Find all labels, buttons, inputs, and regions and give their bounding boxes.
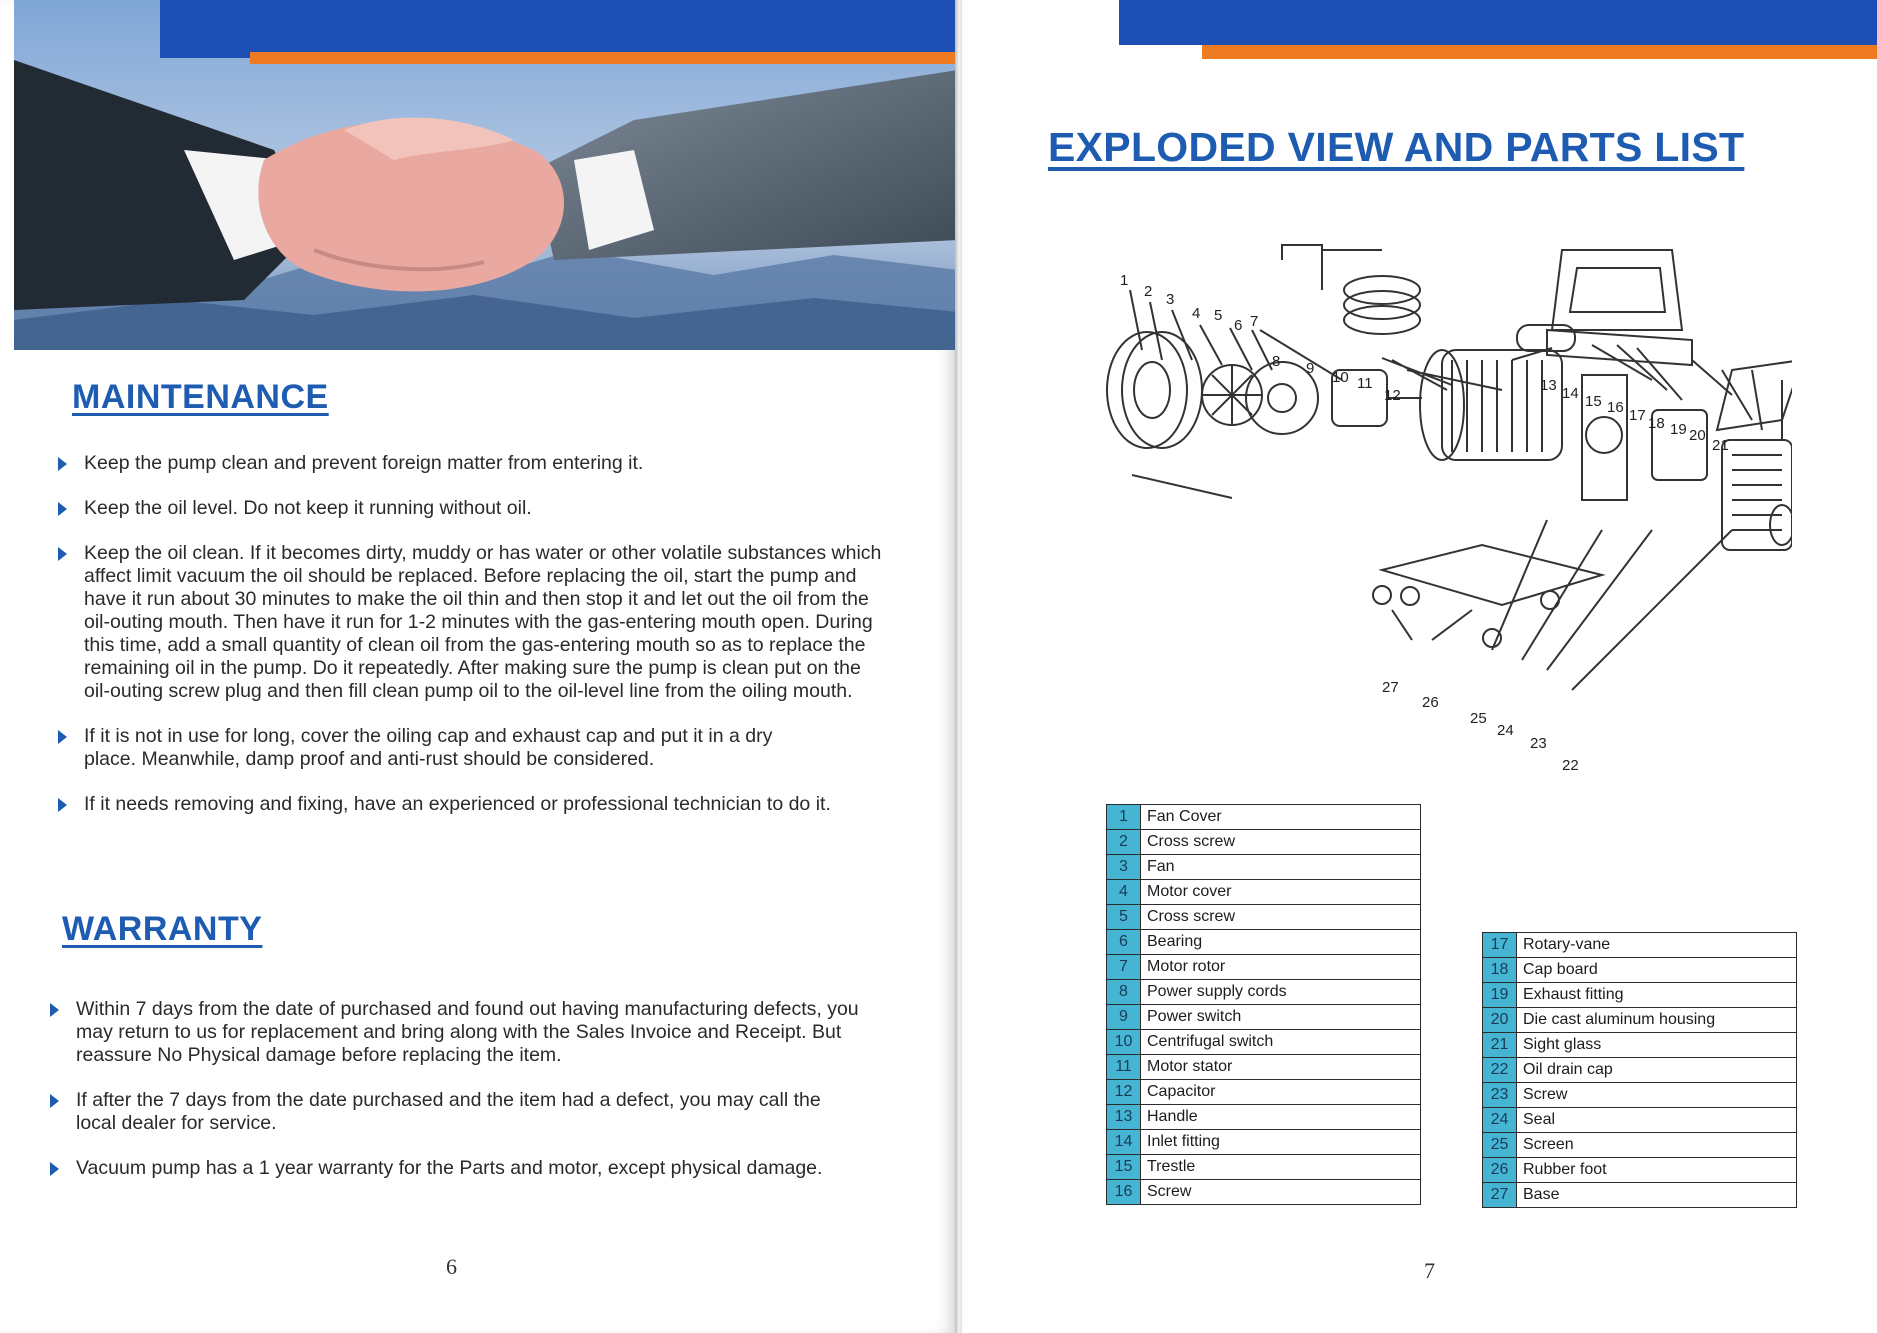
part-number: 5 xyxy=(1107,905,1141,930)
part-name: Rotary-vane xyxy=(1517,933,1797,958)
table-row xyxy=(1107,905,1421,930)
maintenance-title: MAINTENANCE xyxy=(72,378,329,416)
table-row xyxy=(1483,1183,1797,1208)
list-item: Vacuum pump has a 1 year warranty for the Parts and motor, except physical damage. xyxy=(46,1157,836,1180)
part-name: Screw xyxy=(1141,1180,1421,1205)
table-row xyxy=(1107,1080,1421,1105)
part-name: Motor stator xyxy=(1141,1055,1421,1080)
part-number: 14 xyxy=(1107,1130,1141,1155)
table-row xyxy=(1107,830,1421,855)
callout-label: 4 xyxy=(1192,305,1201,322)
part-number: 13 xyxy=(1107,1105,1141,1130)
part-name: Bearing xyxy=(1141,930,1421,955)
header-stripe xyxy=(1202,45,1877,59)
part-number: 2 xyxy=(1107,830,1141,855)
part-number: 19 xyxy=(1483,983,1517,1008)
list-item: If it needs removing and fixing, have an experienced or professional technician to do it. xyxy=(54,793,834,816)
part-name: Power supply cords xyxy=(1141,980,1421,1005)
part-name: Rubber foot xyxy=(1517,1158,1797,1183)
bullet-icon xyxy=(58,457,67,471)
part-name: Fan Cover xyxy=(1141,805,1421,830)
bullet-icon xyxy=(50,1003,59,1017)
callout-label: 16 xyxy=(1607,399,1624,416)
part-name: Cross screw xyxy=(1141,830,1421,855)
table-row xyxy=(1107,1105,1421,1130)
callout-label: 26 xyxy=(1422,694,1439,711)
table-row xyxy=(1483,1083,1797,1108)
part-number: 15 xyxy=(1107,1155,1141,1180)
part-number: 7 xyxy=(1107,955,1141,980)
part-number: 9 xyxy=(1107,1005,1141,1030)
list-item: Keep the oil level. Do not keep it running without oil. xyxy=(54,497,894,520)
table-row xyxy=(1483,958,1797,983)
part-name: Motor rotor xyxy=(1141,955,1421,980)
table-row xyxy=(1107,930,1421,955)
bullet-icon xyxy=(58,547,67,561)
header-band xyxy=(160,0,958,58)
table-row xyxy=(1107,1030,1421,1055)
callout-label: 18 xyxy=(1648,415,1665,432)
part-name: Die cast aluminum housing xyxy=(1517,1008,1797,1033)
table-row xyxy=(1483,1008,1797,1033)
part-name: Cap board xyxy=(1517,958,1797,983)
part-name: Centrifugal switch xyxy=(1141,1030,1421,1055)
callout-label: 25 xyxy=(1470,710,1487,727)
table-row xyxy=(1107,880,1421,905)
header-stripe xyxy=(250,52,958,64)
table-row xyxy=(1107,855,1421,880)
part-number: 22 xyxy=(1483,1058,1517,1083)
warranty-title: WARRANTY xyxy=(62,910,263,948)
callout-label: 24 xyxy=(1497,722,1514,739)
table-row xyxy=(1483,1033,1797,1058)
bullet-icon xyxy=(50,1162,59,1176)
callout-label: 2 xyxy=(1144,283,1153,300)
part-name: Handle xyxy=(1141,1105,1421,1130)
page-number: 7 xyxy=(1424,1258,1435,1283)
warranty-list xyxy=(46,998,866,1180)
list-item: Within 7 days from the date of purchased and found out having manufacturing defects, you may return to us for replacement and bring along with the Sales Invoice and Receipt. But reassure No Physical damage before replacing the item. xyxy=(46,998,866,1067)
callout-label: 15 xyxy=(1585,393,1602,410)
table-row xyxy=(1107,1180,1421,1205)
callout-label: 10 xyxy=(1332,369,1349,386)
list-item: If it is not in use for long, cover the oiling cap and exhaust cap and put it in a dry place. Meanwhile, damp proof and anti-rust should be considered. xyxy=(54,725,814,771)
part-number: 27 xyxy=(1483,1183,1517,1208)
callout-label: 23 xyxy=(1530,735,1547,752)
part-name: Capacitor xyxy=(1141,1080,1421,1105)
part-name: Exhaust fitting xyxy=(1517,983,1797,1008)
exploded-view-diagram xyxy=(1092,230,1792,790)
part-name: Oil drain cap xyxy=(1517,1058,1797,1083)
callout-label: 12 xyxy=(1384,387,1401,404)
callout-label: 20 xyxy=(1689,427,1706,444)
part-name: Screw xyxy=(1517,1083,1797,1108)
part-number: 6 xyxy=(1107,930,1141,955)
part-name: Fan xyxy=(1141,855,1421,880)
part-name: Inlet fitting xyxy=(1141,1130,1421,1155)
bullet-icon xyxy=(58,798,67,812)
part-number: 11 xyxy=(1107,1055,1141,1080)
part-number: 8 xyxy=(1107,980,1141,1005)
callout-label: 7 xyxy=(1250,313,1259,330)
table-row xyxy=(1483,983,1797,1008)
part-name: Sight glass xyxy=(1517,1033,1797,1058)
callout-label: 8 xyxy=(1272,353,1281,370)
part-number: 16 xyxy=(1107,1180,1141,1205)
part-name: Seal xyxy=(1517,1108,1797,1133)
part-number: 10 xyxy=(1107,1030,1141,1055)
part-name: Power switch xyxy=(1141,1005,1421,1030)
callout-label: 27 xyxy=(1382,679,1399,696)
callout-label: 1 xyxy=(1120,272,1129,289)
table-row xyxy=(1483,1058,1797,1083)
part-name: Motor cover xyxy=(1141,880,1421,905)
part-name: Base xyxy=(1517,1183,1797,1208)
callout-label: 19 xyxy=(1670,421,1687,438)
page-title: EXPLODED VIEW AND PARTS LIST xyxy=(1048,124,1745,170)
part-number: 18 xyxy=(1483,958,1517,983)
table-row xyxy=(1107,1005,1421,1030)
parts-table-right xyxy=(1482,932,1797,1208)
list-item: If after the 7 days from the date purchased and the item had a defect, you may call the local dealer for service. xyxy=(46,1089,836,1135)
table-row xyxy=(1107,805,1421,830)
part-number: 24 xyxy=(1483,1108,1517,1133)
header-band xyxy=(1119,0,1877,45)
part-number: 4 xyxy=(1107,880,1141,905)
part-number: 23 xyxy=(1483,1083,1517,1108)
bullet-icon xyxy=(58,502,67,516)
table-row xyxy=(1483,1133,1797,1158)
callout-label: 14 xyxy=(1562,385,1579,402)
callout-label: 3 xyxy=(1166,291,1175,308)
part-number: 20 xyxy=(1483,1008,1517,1033)
table-row xyxy=(1107,1155,1421,1180)
list-item: Keep the oil clean. If it becomes dirty, muddy or has water or other volatile substances which affect limit vacuum the oil should be replaced. Before replacing the oil, start the pump and have it run about 30 minutes to make the oil thin and then stop it and let out the oil from the oil-outing mouth. Then have it run for 1-2 minutes with the gas-entering mouth open. During this time, add a small quantity of clean oil from the gas-entering mouth so as to replace the remaining oil in the pump. Do it repeatedly. After making sure the pump is clean put on the oil-outing screw plug and then fill clean pump oil to the oil-level line from the oiling mouth. xyxy=(54,542,884,703)
part-number: 17 xyxy=(1483,933,1517,958)
table-row xyxy=(1107,980,1421,1005)
callout-label: 22 xyxy=(1562,757,1579,774)
page-number: 6 xyxy=(446,1254,457,1279)
part-number: 21 xyxy=(1483,1033,1517,1058)
callout-label: 6 xyxy=(1234,317,1243,334)
callout-label: 17 xyxy=(1629,407,1646,424)
part-name: Cross screw xyxy=(1141,905,1421,930)
table-row xyxy=(1107,1055,1421,1080)
bullet-icon xyxy=(50,1094,59,1108)
callout-label: 13 xyxy=(1540,377,1557,394)
part-name: Screen xyxy=(1517,1133,1797,1158)
callout-label: 21 xyxy=(1712,437,1729,454)
part-name: Trestle xyxy=(1141,1155,1421,1180)
part-number: 1 xyxy=(1107,805,1141,830)
callout-label: 11 xyxy=(1357,375,1373,392)
right-page xyxy=(962,0,1877,1333)
part-number: 12 xyxy=(1107,1080,1141,1105)
part-number: 3 xyxy=(1107,855,1141,880)
table-row xyxy=(1483,1108,1797,1133)
maintenance-list xyxy=(54,452,894,816)
table-row xyxy=(1107,955,1421,980)
part-number: 26 xyxy=(1483,1158,1517,1183)
callout-label: 9 xyxy=(1306,360,1315,377)
table-row xyxy=(1107,1130,1421,1155)
part-number: 25 xyxy=(1483,1133,1517,1158)
callout-label: 5 xyxy=(1214,307,1223,324)
parts-table-left xyxy=(1106,804,1421,1205)
bullet-icon xyxy=(58,730,67,744)
table-row xyxy=(1483,1158,1797,1183)
table-row xyxy=(1483,933,1797,958)
list-item: Keep the pump clean and prevent foreign matter from entering it. xyxy=(54,452,894,475)
